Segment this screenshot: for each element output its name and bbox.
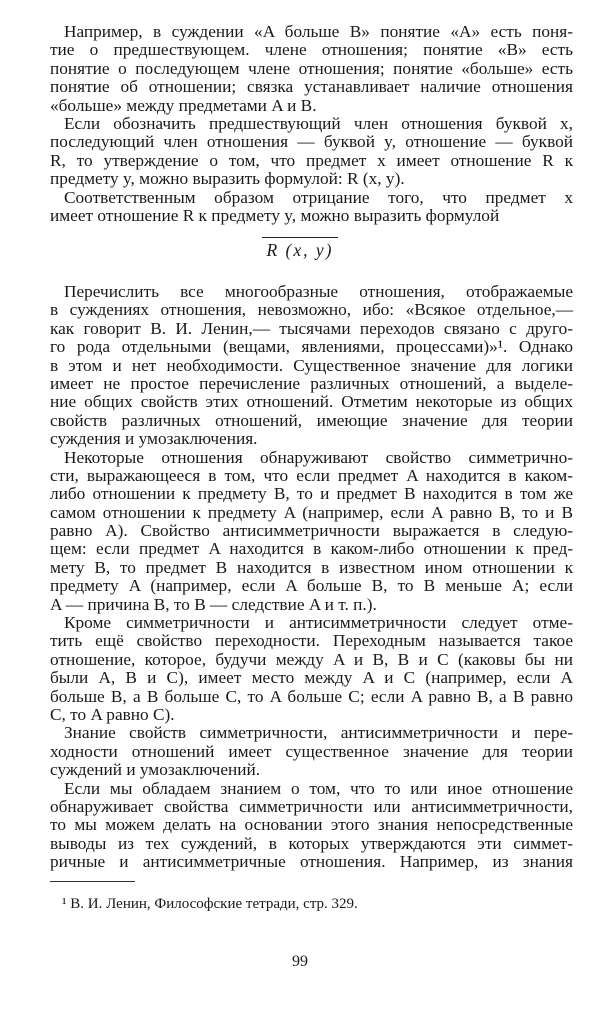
text-block-bottom <box>50 283 573 872</box>
text-line: суждений и умозаключений. <box>50 760 261 780</box>
text-line: ние общих свойств этих отношений. Отметим некоторые из общих <box>50 392 573 412</box>
text-line: равно A). Свойство антисимметричности выражается в следую- <box>50 521 573 541</box>
text-line: в суждениях отношения, невозможно, ибо: «Всякое отдельное,— <box>50 300 573 320</box>
text-line: в этом и нет необходимости. Существенное значение для логики <box>50 355 573 375</box>
text-line: Перечислить все многообразные отношения, отображаемые <box>64 282 573 301</box>
text-line: Если мы обладаем знанием о том, что то или иное отношение <box>64 778 573 798</box>
page-number: 99 <box>292 953 308 970</box>
text-line: самом отношении к предмету A (например, если A равно B, то и B <box>50 502 573 522</box>
text-line: Соответственным образом отрицание того, что предмет x <box>64 187 573 207</box>
text-line: ходности отношений имеет существенное значение для теории <box>50 741 573 761</box>
text-line: свойств различных отношений, имеющие значение для теории <box>50 410 573 430</box>
text-line: понятие о последующем члене отношения; понятие «больше» есть <box>50 58 573 78</box>
text-line: имеет отношение R к предмету y, можно выразить формулой <box>50 205 500 225</box>
text-line: были A, B и C), имеет место между A и C (например, если A <box>50 668 573 688</box>
paragraph <box>50 115 573 189</box>
footnote-divider <box>50 881 135 882</box>
text-line: сти, выражающееся в том, что если предмет A находится в каком- <box>50 465 573 485</box>
paragraph <box>50 189 573 226</box>
text-line: мету B, то предмет B находится в известном ином отношении к <box>50 557 573 577</box>
text-line: A — причина B, то B — следствие A и т. п.). <box>50 594 377 614</box>
text-block-top <box>50 23 573 225</box>
text-line: ричные и антисимметричные отношения. Например, из знания <box>50 852 573 872</box>
paragraph <box>50 23 573 115</box>
text-line: выводы из тех суждений, в которых утверждаются эти симмет- <box>50 833 573 853</box>
text-line: имеет не простое перечисление различных отношений, а выделе- <box>50 373 573 393</box>
text-line: Некоторые отношения обнаруживают свойство симметрично- <box>64 447 573 467</box>
text-line: R, то утверждение о том, что предмет x имеет отношение R к <box>50 150 573 170</box>
text-line: Например, в суждении «A больше B» понятие «A» есть поня- <box>64 22 573 41</box>
paragraph <box>50 449 573 615</box>
footnote: ¹ В. И. Ленин, Философские тетради, стр. 329. <box>62 896 358 912</box>
paragraph <box>50 614 573 724</box>
paragraph <box>50 780 573 872</box>
text-line: предмету y, можно выразить формулой: R (x, y). <box>50 169 405 189</box>
text-line: тить ещё свойство переходности. Переходным называется такое <box>50 631 573 651</box>
text-line: обнаруживает свойства симметричности или антисимметричности, <box>50 796 573 816</box>
text-line: Кроме симметричности и антисимметричности следует отме- <box>64 613 573 633</box>
text-line: понятие об отношении; связка устанавливает наличие отношения <box>50 77 573 97</box>
text-line: Если обозначить предшествующий член отношения буквой x, <box>64 113 573 133</box>
text-line: Знание свойств симметричности, антисимметричности и пере- <box>64 723 573 743</box>
paragraph <box>50 724 573 779</box>
text-line: то мы можем делать на основании этого знания непосредственные <box>50 815 573 835</box>
text-line: последующий член отношения — буквой y, отношение — буквой <box>50 132 573 152</box>
text-line: отношение, которое, будучи между A и B, B и C (каковы бы ни <box>50 649 573 669</box>
text-line: го рода отдельными (вещами, явлениями, процессами)»¹. Однако <box>50 337 573 357</box>
text-line: больше B, а B больше C, то A больше C; если A равно B, а B равно <box>50 686 573 706</box>
text-line: либо отношении к предмету B, то и предмет B находится в том же <box>50 484 573 504</box>
text-line: предмету A (например, если A больше B, то B меньше A; если <box>50 576 573 596</box>
text-line: как говорит В. И. Ленин,— тысячами переходов связано с друго- <box>50 318 573 338</box>
paragraph <box>50 283 573 449</box>
text-line: суждения и умозаключения. <box>50 429 258 449</box>
text-line: тие о предшествующем. члене отношения; понятие «B» есть <box>50 40 573 60</box>
formula-negation <box>0 240 600 261</box>
text-line: щем: если предмет A находится в каком-либо отношении к пред- <box>50 539 573 559</box>
text-line: C, то A равно C). <box>50 704 175 724</box>
text-line: «больше» между предметами A и B. <box>50 95 317 115</box>
formula-text: R (x, y) <box>262 237 337 260</box>
